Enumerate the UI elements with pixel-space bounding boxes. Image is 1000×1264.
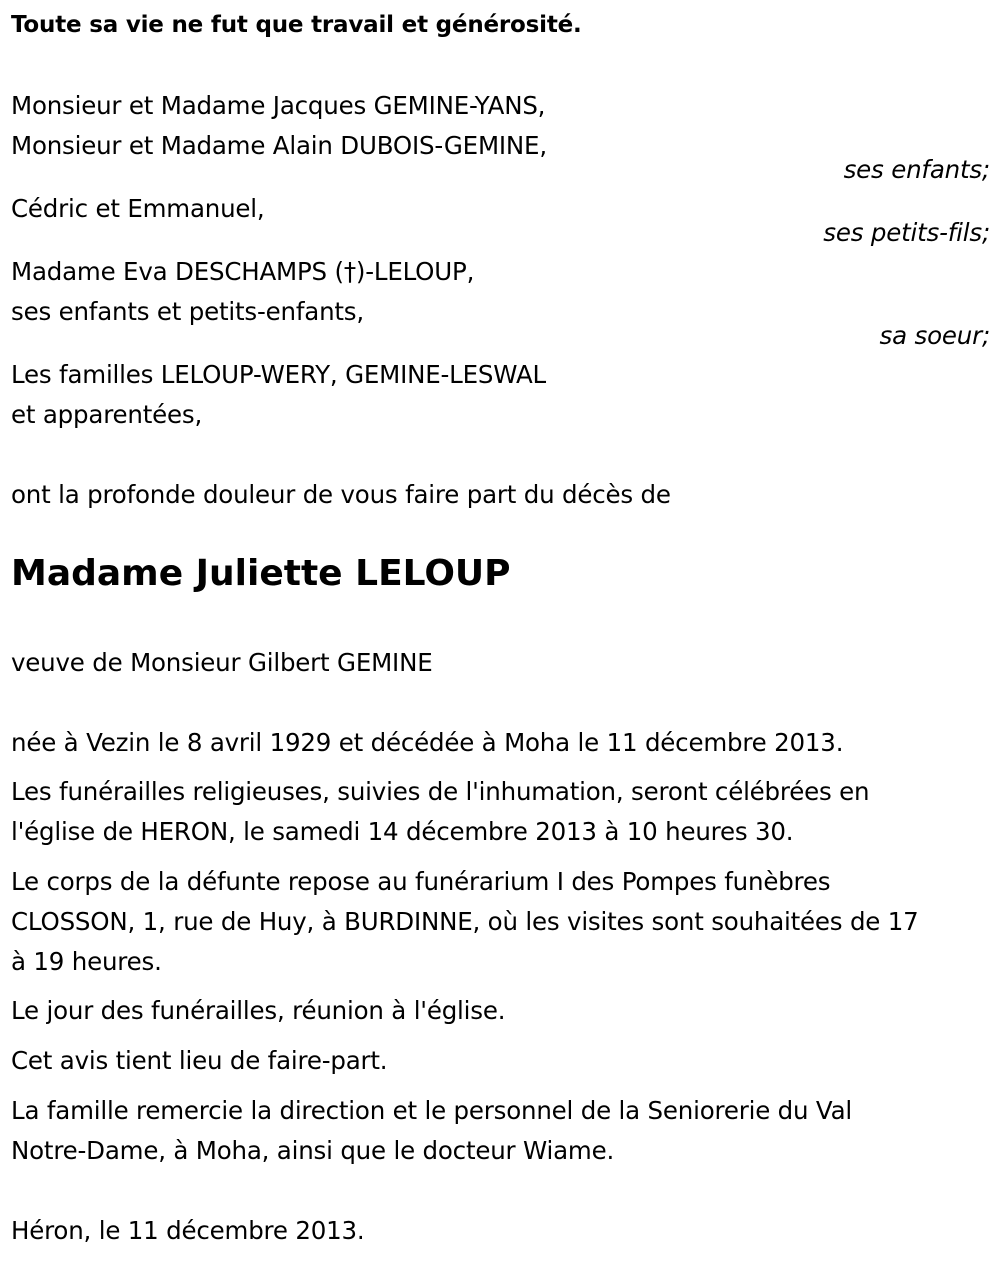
- children-role: ses enfants;: [843, 155, 990, 184]
- children-line-1: Monsieur et Madame Jacques GEMINE-YANS,: [11, 91, 546, 120]
- funerarium-line-3: à 19 heures.: [11, 947, 162, 976]
- meeting-note: Le jour des funérailles, réunion à l'église.: [11, 996, 506, 1025]
- widow-of: veuve de Monsieur Gilbert GEMINE: [11, 648, 433, 677]
- children-line-2: Monsieur et Madame Alain DUBOIS-GEMINE,: [11, 131, 547, 160]
- sister-line-2: ses enfants et petits-enfants,: [11, 297, 364, 326]
- grandchildren-line: Cédric et Emmanuel,: [11, 194, 265, 223]
- grandchildren-role: ses petits-fils;: [823, 218, 990, 247]
- relatives-line-1: Les familles LELOUP-WERY, GEMINE-LESWAL: [11, 360, 546, 389]
- birth-death: née à Vezin le 8 avril 1929 et décédée à Moha le 11 décembre 2013.: [11, 728, 844, 757]
- notice-note: Cet avis tient lieu de faire-part.: [11, 1046, 388, 1075]
- funeral-line-2: l'église de HERON, le samedi 14 décembre 2013 à 10 heures 30.: [11, 817, 794, 846]
- funeral-line-1: Les funérailles religieuses, suivies de l'inhumation, seront célébrées en: [11, 777, 870, 806]
- sister-role: sa soeur;: [879, 321, 990, 350]
- deceased-name: Madame Juliette LELOUP: [11, 553, 511, 594]
- funerarium-line-2: CLOSSON, 1, rue de Huy, à BURDINNE, où les visites sont souhaitées de 17: [11, 907, 919, 936]
- closing-place-date: Héron, le 11 décembre 2013.: [11, 1216, 365, 1245]
- announcement: ont la profonde douleur de vous faire part du décès de: [11, 480, 671, 509]
- thanks-line-2: Notre-Dame, à Moha, ainsi que le docteur Wiame.: [11, 1136, 615, 1165]
- thanks-line-1: La famille remercie la direction et le personnel de la Seniorerie du Val: [11, 1096, 852, 1125]
- funerarium-line-1: Le corps de la défunte repose au funérarium I des Pompes funèbres: [11, 867, 831, 896]
- relatives-line-2: et apparentées,: [11, 400, 203, 429]
- sister-line-1: Madame Eva DESCHAMPS (†)-LELOUP,: [11, 257, 475, 286]
- motto: Toute sa vie ne fut que travail et générosité.: [11, 12, 582, 38]
